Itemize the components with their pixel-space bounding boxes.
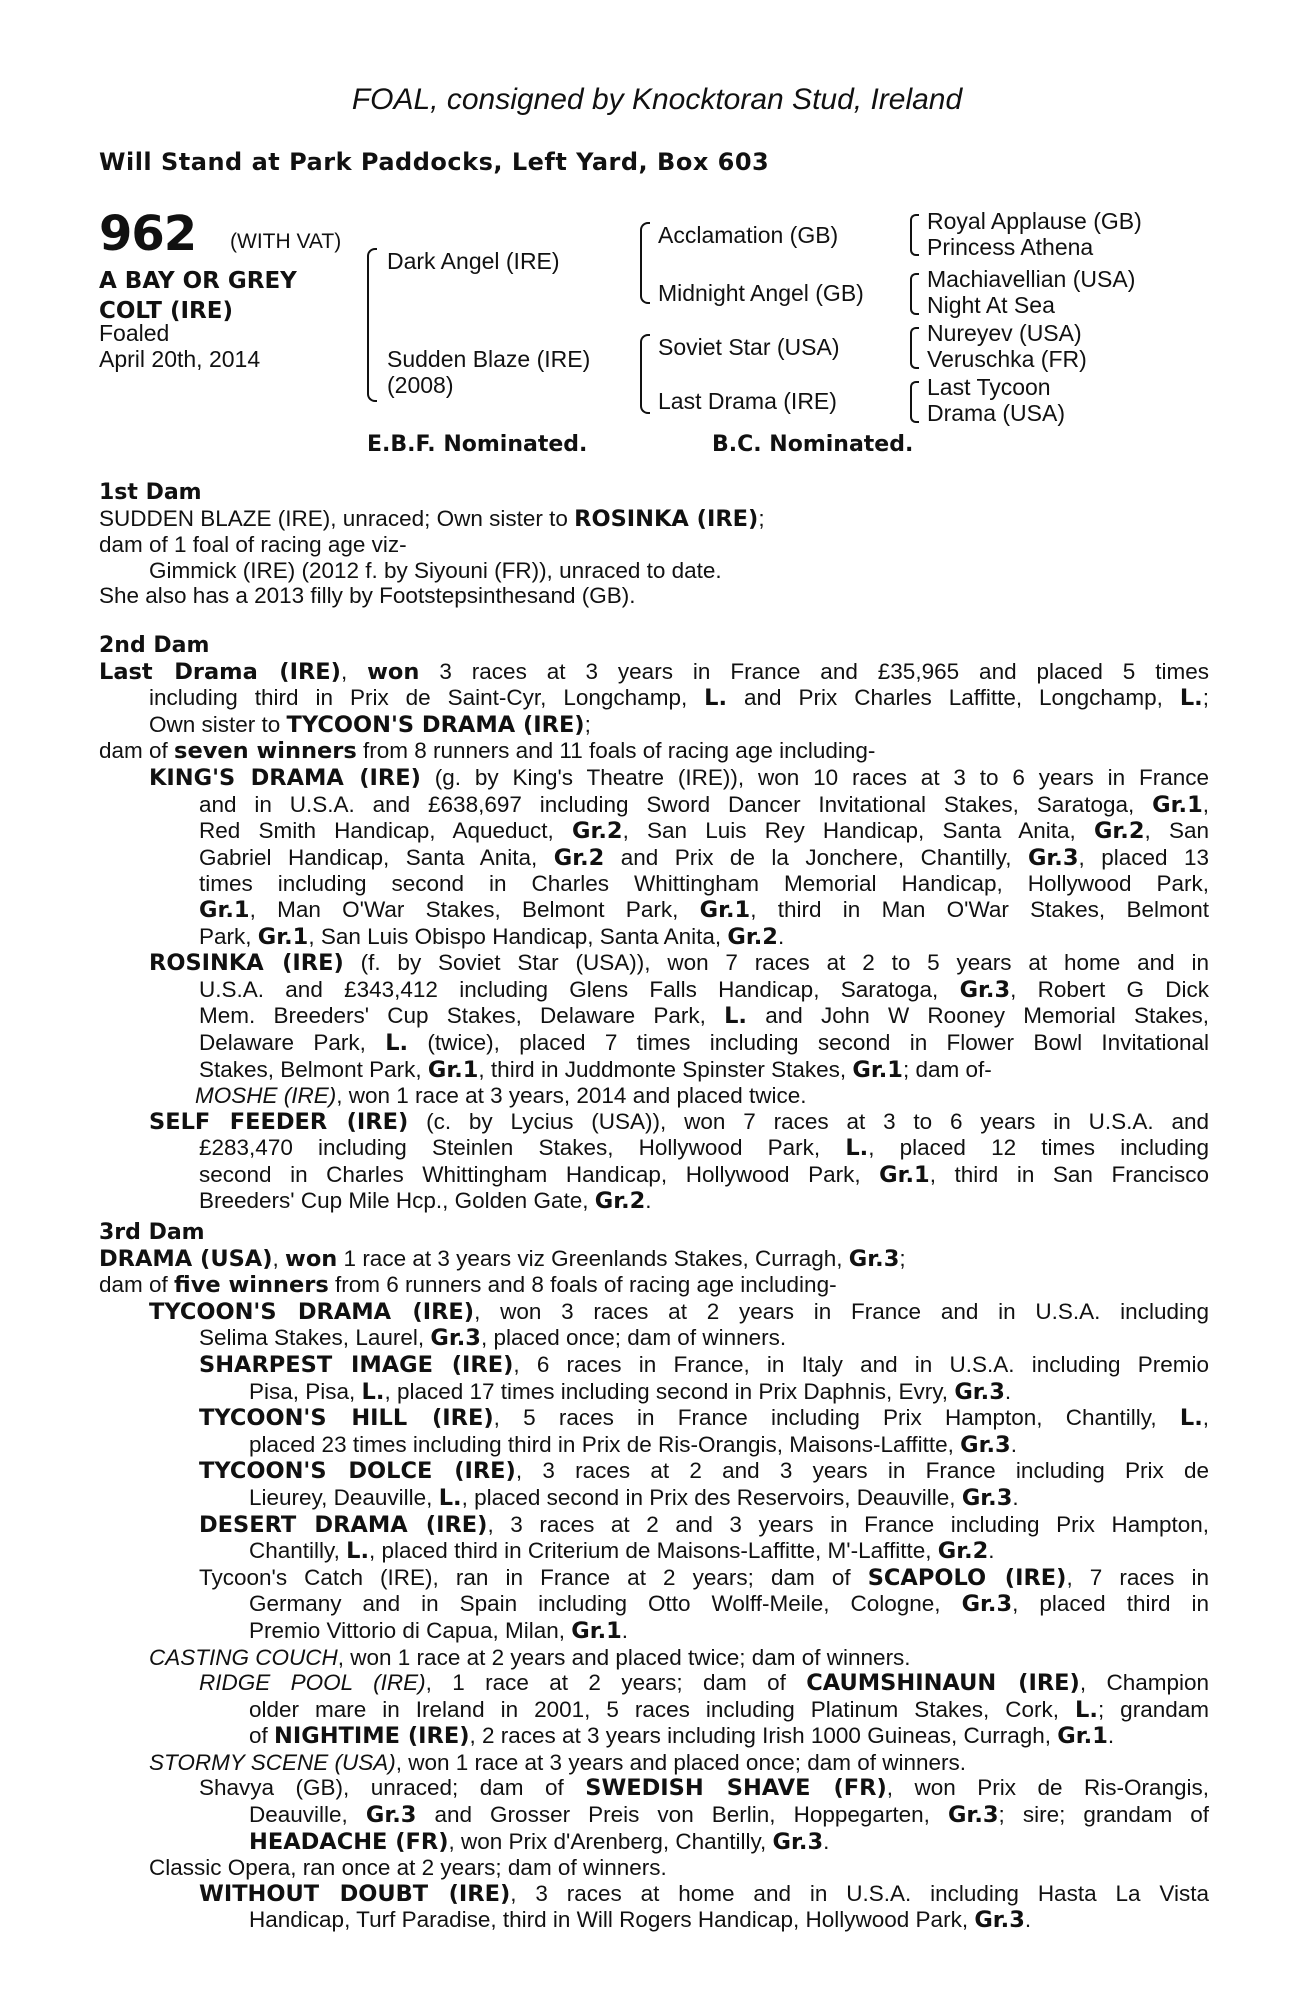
produce-line: Gabriel Handicap, Santa Anita, Gr.2 and Prix de la Jonchere, Chantilly, Gr.3, placed 13 xyxy=(199,844,1209,871)
produce-line: Lieurey, Deauville, L., placed second in Prix des Reservoirs, Deauville, Gr.3. xyxy=(249,1484,1019,1511)
produce-line: times including second in Charles Whittingham Memorial Handicap, Hollywood Park, xyxy=(199,871,1209,897)
brace-gen3-c xyxy=(910,327,919,369)
brace-dam-parents xyxy=(640,334,650,414)
brace-gen3-b xyxy=(910,273,919,315)
first-dam-section xyxy=(99,480,1209,609)
produce-line: U.S.A. and £343,412 including Glens Falls Handicap, Saratoga, Gr.3, Robert G Dick xyxy=(199,976,1209,1003)
second-dam-line: Last Drama (IRE), won 3 races at 3 years in France and £35,965 and placed 5 times xyxy=(99,658,1209,685)
produce-line: TYCOON'S HILL (IRE), 5 races in France including Prix Hampton, Chantilly, L., xyxy=(199,1405,1210,1432)
first-dam-line: She also has a 2013 filly by Footstepsinthesand (GB). xyxy=(99,583,636,609)
pedigree-dam-name: Sudden Blaze (IRE) xyxy=(387,346,591,372)
consignor-title: FOAL, consigned by Knocktoran Stud, Ireland xyxy=(351,83,963,116)
third-dam-line: dam of five winners from 6 runners and 8 foals of racing age including- xyxy=(99,1272,837,1299)
produce-line: KING'S DRAMA (IRE) (g. by King's Theatre (IRE)), won 10 races at 3 to 6 years in France xyxy=(149,764,1209,791)
pedigree-dam-sire: Soviet Star (USA) xyxy=(658,334,840,360)
pedigree-dam-year: (2008) xyxy=(387,372,454,398)
produce-line: ROSINKA (IRE) (f. by Soviet Star (USA)), won 7 races at 2 to 5 years at home and in xyxy=(149,950,1209,977)
third-dam-heading: 3rd Dam xyxy=(99,1220,205,1245)
brace-gen3-a xyxy=(910,214,919,256)
stand-location: Will Stand at Park Paddocks, Left Yard, Box 603 xyxy=(99,148,770,176)
produce-line: WITHOUT DOUBT (IRE), 3 races at home and in U.S.A. including Hasta La Vista xyxy=(199,1880,1209,1907)
produce-line: of NIGHTIME (IRE), 2 races at 3 years including Irish 1000 Guineas, Curragh, Gr.1. xyxy=(249,1723,1115,1750)
produce-line: Pisa, Pisa, L., placed 17 times including second in Prix Daphnis, Evry, Gr.3. xyxy=(249,1378,1012,1405)
pedigree-gen3-2a: Machiavellian (USA) xyxy=(927,266,1136,292)
lot-desc-line2: COLT (IRE) xyxy=(99,298,233,324)
pedigree-dam-dam: Last Drama (IRE) xyxy=(658,388,837,414)
pedigree-sire-dam: Midnight Angel (GB) xyxy=(658,280,864,306)
produce-line: HEADACHE (FR), won Prix d'Arenberg, Chantilly, Gr.3. xyxy=(249,1828,830,1855)
foaled-label: Foaled xyxy=(99,320,170,346)
brace-sire-parents xyxy=(640,222,650,304)
pedigree-sire: Dark Angel (IRE) xyxy=(387,248,560,274)
foaled-value: April 20th, 2014 xyxy=(99,346,261,372)
produce-line: TYCOON'S DRAMA (IRE), won 3 races at 2 years in France and in U.S.A. including xyxy=(149,1298,1209,1325)
pedigree-gen3-4 xyxy=(927,374,1065,426)
pedigree-gen3-3 xyxy=(927,320,1087,372)
produce-line: STORMY SCENE (USA), won 1 race at 3 years and placed once; dam of winners. xyxy=(149,1749,967,1775)
produce-line: RIDGE POOL (IRE), 1 race at 2 years; dam of CAUMSHINAUN (IRE), Champion xyxy=(199,1670,1209,1697)
first-dam-produce: Gimmick (IRE) (2012 f. by Siyouni (FR)), unraced to date. xyxy=(149,557,722,583)
foaled-date xyxy=(99,320,260,372)
bc-nominated: B.C. Nominated. xyxy=(712,432,914,457)
produce-line: older mare in Ireland in 2001, 5 races including Platinum Stakes, Cork, L.; grandam xyxy=(249,1696,1209,1723)
third-dam-section xyxy=(99,1220,1209,1934)
third-dam-line: DRAMA (USA), won 1 race at 3 years viz Greenlands Stakes, Curragh, Gr.3; xyxy=(99,1245,906,1272)
produce-line: and in U.S.A. and £638,697 including Sword Dancer Invitational Stakes, Saratoga, Gr.1, xyxy=(199,791,1209,818)
pedigree-gen3-1a: Royal Applause (GB) xyxy=(927,208,1142,234)
second-dam-section xyxy=(99,633,1209,1215)
produce-line: Stakes, Belmont Park, Gr.1, third in Juddmonte Spinster Stakes, Gr.1; dam of- xyxy=(199,1056,992,1083)
produce-line: SHARPEST IMAGE (IRE), 6 races in France, in Italy and in U.S.A. including Premio xyxy=(199,1351,1209,1378)
produce-line: second in Charles Whittingham Handicap, Hollywood Park, Gr.1, third in San Francisco xyxy=(199,1161,1209,1188)
produce-line: Deauville, Gr.3 and Grosser Preis von Berlin, Hoppegarten, Gr.3; sire; grandam of xyxy=(249,1802,1209,1829)
second-dam-line: dam of seven winners from 8 runners and 11 foals of racing age including- xyxy=(99,738,876,765)
produce-line: Handicap, Turf Paradise, third in Will Rogers Handicap, Hollywood Park, Gr.3. xyxy=(249,1907,1032,1934)
pedigree-gen3-2b: Night At Sea xyxy=(927,292,1055,318)
produce-line: Mem. Breeders' Cup Stakes, Delaware Park, L. and John W Rooney Memorial Stakes, xyxy=(199,1003,1209,1030)
produce-line: TYCOON'S DOLCE (IRE), 3 races at 2 and 3 years in France including Prix de xyxy=(199,1458,1210,1485)
produce-line: placed 23 times including third in Prix de Ris-Orangis, Maisons-Laffitte, Gr.3. xyxy=(249,1431,1017,1458)
lot-desc-line1: A BAY OR GREY xyxy=(99,268,297,294)
produce-line: Red Smith Handicap, Aqueduct, Gr.2, San Luis Rey Handicap, Santa Anita, Gr.2, San xyxy=(199,818,1210,845)
produce-line: Tycoon's Catch (IRE), ran in France at 2 years; dam of SCAPOLO (IRE), 7 races in xyxy=(199,1564,1209,1591)
produce-line: £283,470 including Steinlen Stakes, Hollywood Park, L., placed 12 times including xyxy=(199,1135,1210,1162)
produce-line: Germany and in Spain including Otto Wolff-Meile, Cologne, Gr.3, placed third in xyxy=(249,1591,1209,1618)
produce-line: CASTING COUCH, won 1 race at 2 years and placed twice; dam of winners. xyxy=(149,1644,911,1670)
pedigree-gen3-3b: Veruschka (FR) xyxy=(927,346,1087,372)
second-dam-line: including third in Prix de Saint-Cyr, Longchamp, L. and Prix Charles Laffitte, Longchamp, L.; xyxy=(149,685,1209,712)
pedigree-gen3-3a: Nureyev (USA) xyxy=(927,320,1082,346)
produce-line: Classic Opera, ran once at 2 years; dam of winners. xyxy=(149,1855,667,1881)
lot-description xyxy=(99,266,297,326)
second-dam-line: Own sister to TYCOON'S DRAMA (IRE); xyxy=(149,711,591,738)
lot-number: 962 xyxy=(99,206,197,262)
produce-line: SELF FEEDER (IRE) (c. by Lycius (USA)), won 7 races at 3 to 6 years in U.S.A. and xyxy=(149,1108,1209,1135)
produce-line: Breeders' Cup Mile Hcp., Golden Gate, Gr.2. xyxy=(199,1188,652,1215)
produce-line: MOSHE (IRE), won 1 race at 3 years, 2014 and placed twice. xyxy=(195,1083,807,1109)
second-dam-heading: 2nd Dam xyxy=(99,633,210,658)
produce-line: Shavya (GB), unraced; dam of SWEDISH SHAVE (FR), won Prix de Ris-Orangis, xyxy=(199,1775,1209,1802)
pedigree-gen3-2 xyxy=(927,266,1135,318)
brace-gen1 xyxy=(367,248,377,402)
pedigree-gen3-4a: Last Tycoon xyxy=(927,374,1051,400)
produce-line: Selima Stakes, Laurel, Gr.3, placed once; dam of winners. xyxy=(199,1325,787,1352)
pedigree-gen3-1b: Princess Athena xyxy=(927,234,1094,260)
produce-line: Gr.1, Man O'War Stakes, Belmont Park, Gr.1, third in Man O'War Stakes, Belmont xyxy=(199,896,1210,923)
brace-gen3-d xyxy=(910,381,919,423)
produce-line: DESERT DRAMA (IRE), 3 races at 2 and 3 years in France including Prix Hampton, xyxy=(199,1511,1209,1538)
pedigree-sire-sire: Acclamation (GB) xyxy=(658,222,839,248)
first-dam-heading: 1st Dam xyxy=(99,480,202,505)
produce-line: Chantilly, L., placed third in Criterium de Maisons-Laffitte, M'-Laffitte, Gr.2. xyxy=(249,1538,995,1565)
first-dam-line: dam of 1 foal of racing age viz- xyxy=(99,532,407,558)
first-dam-line: SUDDEN BLAZE (IRE), unraced; Own sister to ROSINKA (IRE); xyxy=(99,505,765,532)
produce-line: Park, Gr.1, San Luis Obispo Handicap, Santa Anita, Gr.2. xyxy=(199,923,785,950)
ebf-nominated: E.B.F. Nominated. xyxy=(367,432,588,457)
pedigree-gen3-1 xyxy=(927,208,1142,260)
produce-line: Premio Vittorio di Capua, Milan, Gr.1. xyxy=(249,1617,629,1644)
pedigree-dam xyxy=(387,346,590,398)
pedigree-gen3-4b: Drama (USA) xyxy=(927,400,1066,426)
produce-line: Delaware Park, L. (twice), placed 7 times including second in Flower Bowl Invitational xyxy=(199,1029,1209,1056)
vat-label: (WITH VAT) xyxy=(230,230,342,253)
